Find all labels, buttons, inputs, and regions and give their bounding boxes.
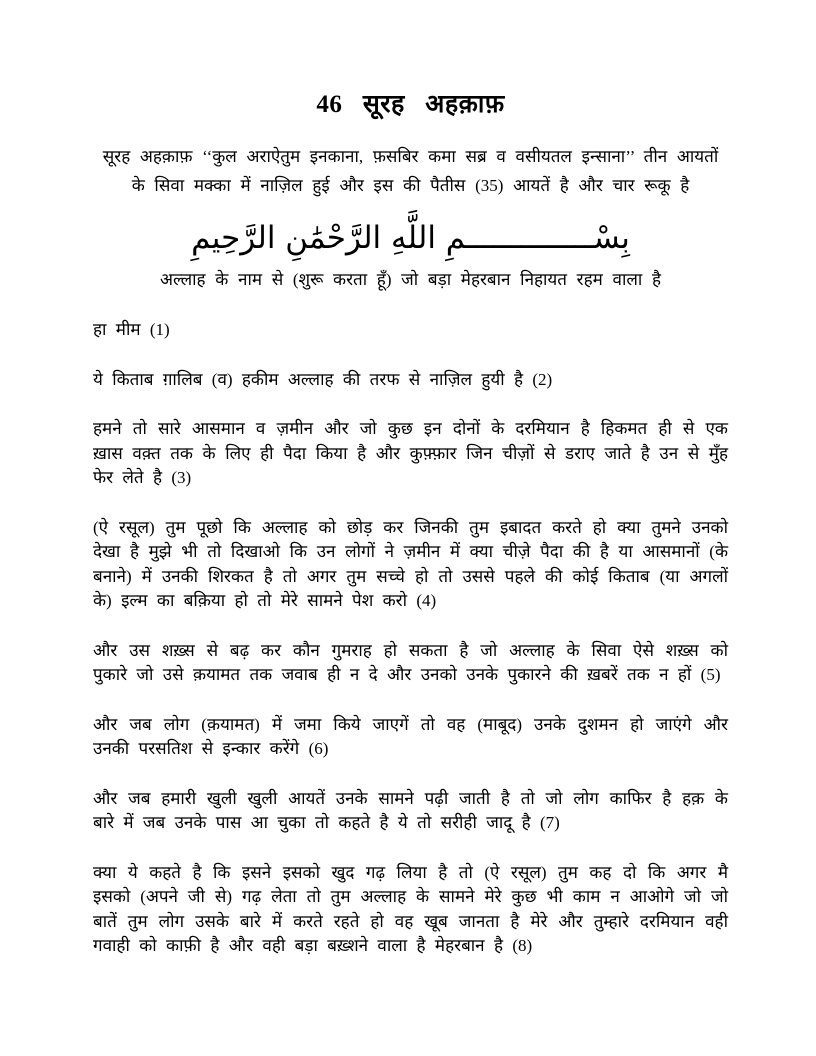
verse-1: हा मीम (1) [93, 320, 170, 339]
verse-3: हमने तो सारे आसमान व ज़मीन और जो कुछ इन दोनों के दरमियान है हिकमत ही से एक ख़ास वक़्त तक के लिए ही पैदा किया है और कुफ़्फ़ार जिन चीज़ों से डराए जाते है उन से मुँह फेर लेते है (3) [93, 419, 728, 487]
verse-7: और जब हमारी खुली खुली आयतें उनके सामने पढ़ी जाती है तो जो लोग काफिर है हक़ के बारे में जब उनके पास आ चुका तो कहते है ये तो सरीही जादू है (7) [93, 788, 728, 832]
verse-5: और उस शख़्स से बढ़ कर कौन गुमराह हो सकता है जो अल्लाह के सिवा ऐसे शख़्स को पुकारे जो उसे क़यामत तक जवाब ही न दे और उनको उनके पुकारने की ख़बरें तक न हों (5) [93, 640, 728, 684]
page-title: 46 सूरह अहक़ाफ़ [316, 91, 505, 118]
verse-6: और जब लोग (क़यामत) में जमा किये जाएगें तो वह (माबूद) उनके दुशमन हो जाएंगे और उनकी परसतिश से इन्कार करेंगे (6) [93, 714, 728, 758]
bismillah-translation: अल्लाह के नाम से (शुरू करता हूँ) जो बड़ा मेहरबान निहायत रहम वाला है [159, 270, 662, 289]
verse-4: (ऐ रसूल) तुम पूछो कि अल्लाह को छोड़ कर जिनकी तुम इबादत करते हो क्या तुमने उनको देखा है मुझे भी तो दिखाओ कि उन लोगों ने ज़मीन में क्या चीज़े पैदा की है या आसमानों (के बनाने) में उनकी शिरकत है तो अगर तुम सच्चे हो तो उससे पहले की कोई किताब (या अगलों के) इल्म का बक़िया हो तो मेरे सामने पेश करो (4) [93, 517, 728, 610]
surah-intro: सूरह अहक़ाफ़ ‘‘कुल अराऐतुम इनकाना, फ़सबिर कमा सब्र व वसीयतल इन्साना’’ तीन आयतों के सिवा मक्का में नाज़िल हुई और इस की पैतीस (35) आयतें है और चार रूकू है [102, 147, 719, 195]
verse-2: ये किताब ग़ालिब (व) हकीम अल्लाह की तरफ से नाज़िल हुयी है (2) [93, 369, 553, 389]
verse-8: क्या ये कहते है कि इसने इसको खुद गढ़ लिया है तो (ऐ रसूल) तुम कह दो कि अगर मै इसको (अपने जी से) गढ़ लेता तो तुम अल्लाह के सामने मेरे कुछ भी काम न आओगे जो जो बातें तुम लोग उसके बारे में करते रहते हो वह खूब जानता है मेरे और तुम्हारे दरमियान वही गवाही को काफ़ी है और वही बड़ा बख़्शने वाला है मेहरबान है (8) [93, 862, 728, 955]
bismillah-calligraphy: بِسْــــــــــــــمِ اللَّهِ الرَّحْمَٰنِ الرَّحِيمِ [191, 220, 630, 256]
